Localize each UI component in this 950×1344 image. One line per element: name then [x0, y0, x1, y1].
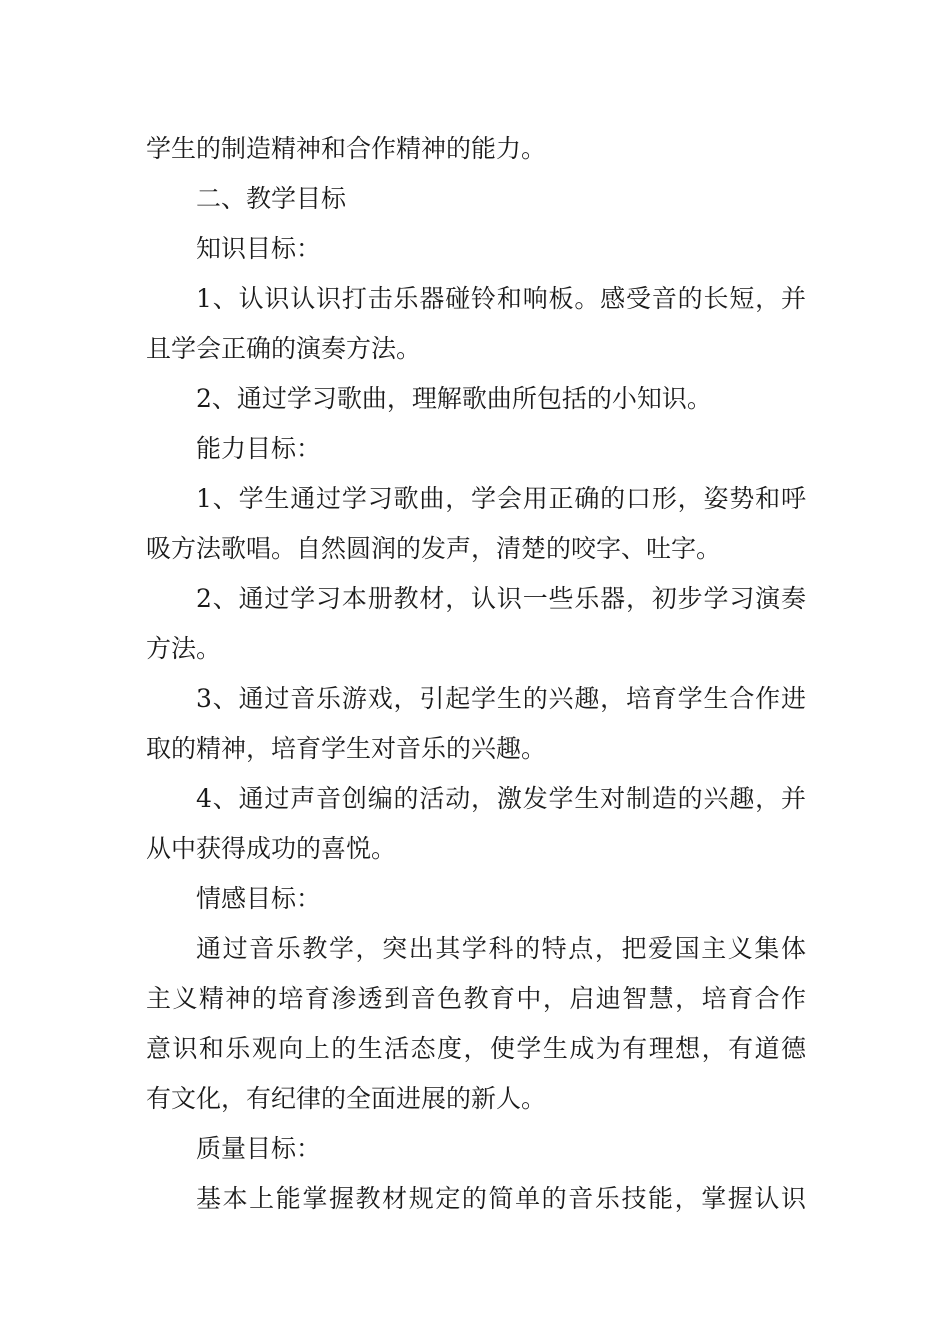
text-line: 取的精神，培育学生对音乐的兴趣。	[146, 734, 547, 763]
subsection-heading: 情感目标：	[196, 884, 322, 913]
text-line: 1、认识认识打击乐器碰铃和响板。感受音的长短，并	[196, 284, 806, 313]
text-line: 基本上能掌握教材规定的简单的音乐技能，掌握认识	[196, 1184, 806, 1213]
document-body	[146, 124, 806, 1224]
text-line: 2、通过学习歌曲，理解歌曲所包括的小知识。	[196, 384, 712, 413]
text-line: 1、学生通过学习歌曲，学会用正确的口形，姿势和呼	[196, 484, 806, 513]
text-line: 学生的制造精神和合作精神的能力。	[146, 134, 547, 163]
text-line: 2、通过学习本册教材，认识一些乐器，初步学习演奏	[196, 584, 806, 613]
text-line: 3、通过音乐游戏，引起学生的兴趣，培育学生合作进	[196, 684, 806, 713]
text-line: 意识和乐观向上的生活态度，使学生成为有理想，有道德	[146, 1034, 806, 1063]
subsection-heading: 知识目标：	[196, 234, 322, 263]
text-line: 从中获得成功的喜悦。	[146, 834, 397, 863]
text-line: 有文化，有纪律的全面进展的新人。	[146, 1084, 547, 1113]
text-line: 吸方法歌唱。自然圆润的发声，清楚的咬字、吐字。	[146, 534, 722, 563]
section-heading: 二、教学目标	[196, 184, 347, 213]
text-line: 通过音乐教学，突出其学科的特点，把爱国主义集体	[196, 934, 806, 963]
text-line: 4、通过声音创编的活动，激发学生对制造的兴趣，并	[196, 784, 806, 813]
text-line: 方法。	[146, 634, 222, 663]
subsection-heading: 质量目标：	[196, 1134, 322, 1163]
text-line: 且学会正确的演奏方法。	[146, 334, 422, 363]
subsection-heading: 能力目标：	[196, 434, 322, 463]
text-line: 主义精神的培育渗透到音色教育中，启迪智慧，培育合作	[146, 984, 806, 1013]
